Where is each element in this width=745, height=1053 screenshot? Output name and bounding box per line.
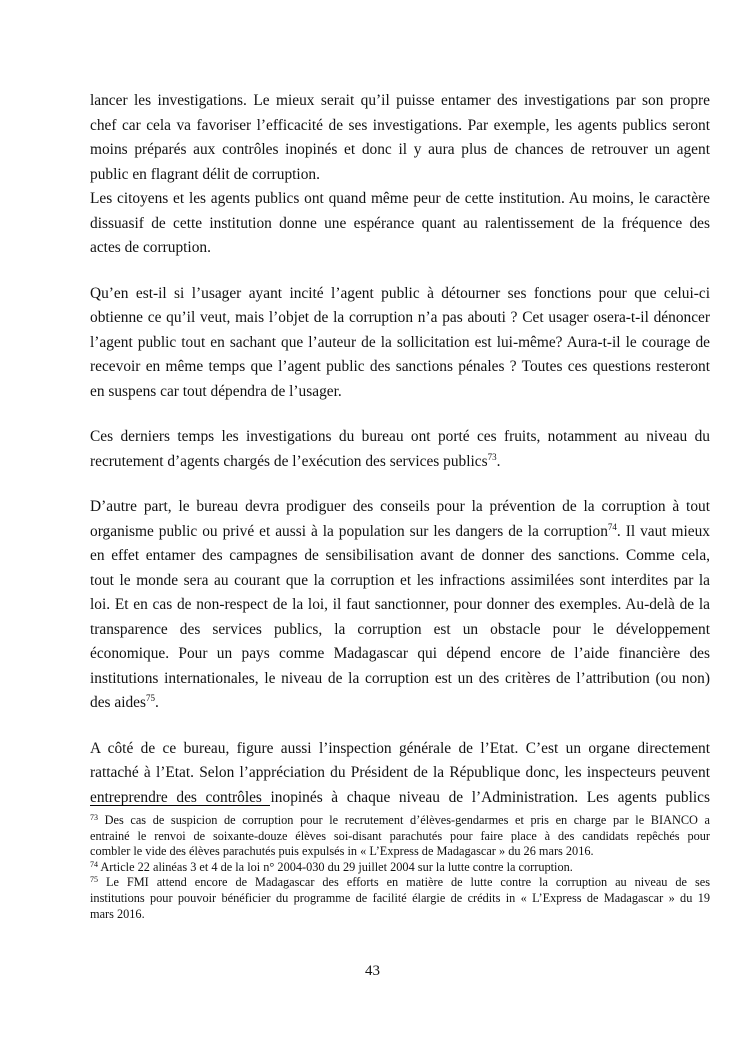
footnote-line: combler le vide des élèves parachutés puis expulsés in « L’Express de Madagascar » du 26 mars 2016. (90, 844, 594, 859)
footnote-line (90, 860, 710, 876)
paragraph (90, 425, 710, 474)
footnote-ref: 75 (146, 693, 155, 703)
footnote-ref: 74 (607, 521, 617, 532)
footnote-line (90, 875, 710, 891)
footnotes (90, 813, 710, 922)
text-line: économique. Pour un pays comme Madagascar qui dépend encore de l’aide financière des (90, 645, 710, 662)
page-number: 43 (365, 963, 380, 979)
paragraph (90, 495, 710, 716)
text-line: D’autre part, le bureau devra prodiguer des conseils pour la prévention de la corruption à tout (90, 498, 710, 515)
footnote-line: mars 2016. (90, 906, 145, 921)
line-text: organisme public ou privé et aussi à la population sur les dangers de la corruption (90, 522, 608, 540)
text-line: loi. Et en cas de non-respect de la loi, il faut sanctionner, pour donner des exemples. Au-delà de la (90, 596, 710, 613)
text-line: A côté de ce bureau, figure aussi l’inspection générale de l’Etat. C’est un organe directement (90, 739, 710, 757)
text-line: recevoir en même temps que l’agent public des sanctions pénales ? Toutes ces questions resteront (90, 358, 710, 375)
body-text (90, 89, 710, 831)
line-text: . (155, 694, 159, 711)
text-line: entreprendre des contrôles inopinés à chaque niveau de l’Administration. Les agents publics (90, 788, 710, 806)
text-line: Ces derniers temps les investigations du bureau ont porté ces fruits, notamment au niveau du (90, 428, 710, 445)
text-line: actes de corruption. (90, 239, 211, 256)
paragraph (90, 187, 710, 261)
line-text: Le FMI attend encore de Madagascar des efforts en matière de lutte contre la corruption au niveau de ses (98, 875, 710, 890)
footnote (90, 813, 710, 860)
text-line: lancer les investigations. Le mieux serait qu’il puisse entamer des investigations par son propre (90, 92, 710, 109)
footnote (90, 860, 710, 876)
footnote-ref: 73 (487, 451, 497, 462)
footnote-separator (90, 805, 270, 806)
text-line: tout le monde sera au courant que la corruption et les infractions assimilées sont interdites par la (90, 571, 710, 589)
text-line (90, 450, 710, 475)
text-line: institutions internationales, le niveau de la corruption est un des critères de l’attribution (ou non) (90, 669, 710, 687)
text-line: l’agent public tout en sachant que l’auteur de la sollicitation est lui-même? Aura-t-il le courage de (90, 333, 710, 351)
line-text: des aides (90, 694, 146, 711)
footnote-line: entrainé le renvoi de soixante-douze élèves soi-disant parachutés pour faire place à des candidats repêchés pour (90, 828, 710, 843)
footnote-line: institutions pour pouvoir bénéficier du programme de facilité élargie de crédits in « L’Express de Madagascar » du 19 (90, 890, 710, 905)
text-line: chef car cela va favoriser l’efficacité de ses investigations. Par exemple, les agents publics seront (90, 116, 710, 134)
footnote-ref: 75 (90, 875, 98, 885)
text-line: transparence des services publics, la corruption est un obstacle pour le développement (90, 620, 710, 638)
text-line: dissuasif de cette institution donne une espérance quant au ralentissement de la fréquence des (90, 214, 710, 232)
paragraph (90, 737, 710, 811)
text-line: en effet entamer des campagnes de sensibilisation avant de donner des sanctions. Comme cela, (90, 547, 710, 564)
line-text: . Il vaut mieux (616, 522, 710, 540)
line-text: Article 22 alinéas 3 et 4 de la loi n° 2004-030 du 29 juillet 2004 sur la lutte contre la corruption. (98, 859, 573, 874)
text-line (90, 520, 710, 545)
footnote-line (90, 813, 710, 829)
paragraph (90, 89, 710, 187)
text-line: obtienne ce qu’il veut, mais l’objet de la corruption n’a pas abouti ? Cet usager osera-t-il dénoncer (90, 309, 710, 326)
text-line: public en flagrant délit de corruption. (90, 165, 320, 183)
text-line: moins préparés aux contrôles inopinés et donc il y aura plus de chances de retrouver un agent (90, 141, 710, 158)
text-line: Les citoyens et les agents publics ont quand même peur de cette institution. Au moins, le caractère (90, 190, 710, 207)
text-line (90, 691, 710, 716)
text-line: Qu’en est-il si l’usager ayant incité l’agent public à détourner ses fonctions pour que celui-ci (90, 284, 710, 302)
line-text: Des cas de suspicion de corruption pour le recrutement d’élèves-gendarmes et pris en charge par le BIANCO a (98, 813, 710, 827)
text-line: rattaché à l’Etat. Selon l’appréciation du Président de la République donc, les inspecteurs peuvent (90, 764, 710, 781)
footnote (90, 875, 710, 922)
text-line: en suspens car tout dépendra de l’usager. (90, 382, 342, 400)
line-text: recrutement d’agents chargés de l’exécution des services publics (90, 452, 488, 470)
line-text: . (496, 452, 501, 470)
footnote-ref: 73 (90, 813, 98, 822)
footnote-ref: 74 (90, 859, 98, 869)
paragraph (90, 282, 710, 405)
